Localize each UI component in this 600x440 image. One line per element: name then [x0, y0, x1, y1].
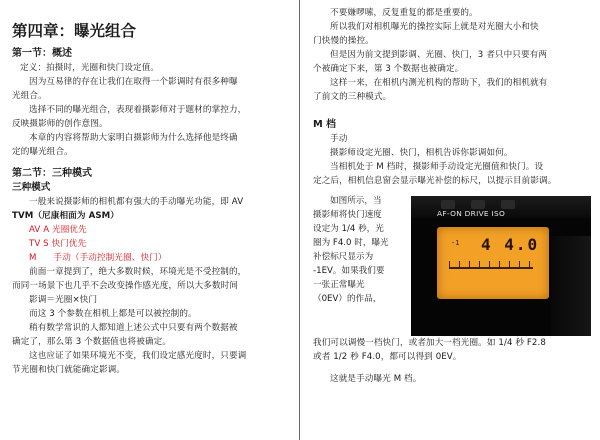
p2-text: 而这 3 个参数在相机上都是可以被控制的。 [29, 309, 197, 319]
mode-tv: TV S 快门优先 [29, 239, 87, 249]
p1-line1: 前面一章提到了，绝大多数时候，环境光是不受控制的， [29, 267, 247, 277]
mode-m [12, 251, 292, 265]
right-r3-line1: 但是因为前文提到影调、光圈、快门，3 者只中只要有两 [330, 50, 548, 60]
photo-caption-line: （0EV）的作品， [313, 294, 382, 304]
para3-line1: 本章的内容将帮助大家明白摄影师为什么选择他是终确 [29, 133, 238, 143]
right-r4-line1: 这样一来，在相机内测光机构的帮助下，我们的相机就有 [330, 78, 548, 88]
definition-text: 定义：拍摄时，光圈和快门设定值。 [20, 63, 160, 73]
photo-caption-line: 设定为 1/4 秒，光 [313, 224, 384, 234]
p4-line2: 节光圈和快门就能确定影调。 [12, 365, 126, 375]
photo-caption-line: 圈为 F4.0 时，曝光 [313, 238, 389, 248]
p3-line1: 稍有数学常识的人都知道上述公式中只要有两个数据被 [29, 323, 238, 333]
m-p2-line2: 定之后，相机信息窗会显示曝光补偿的标尺，以提示目前影调。 [313, 176, 557, 186]
right-r2-line1: 所以我们对相机曝光的操控实际上就是对光圈大小和快 [330, 22, 539, 32]
right-column [313, 0, 591, 386]
m-mode-subtitle: 手动 [330, 134, 348, 144]
p3-line2: 确定了，那么第 3 个数据值也将被确定。 [12, 337, 172, 347]
para2-line2: 反映摄影师的创作意图。 [12, 119, 108, 129]
lcd-panel [437, 227, 549, 299]
photo-caption-line: 补偿标尺显示为 [313, 252, 374, 262]
photo-block [313, 194, 591, 336]
photo-caption-line: 如图所示，当 [330, 196, 382, 206]
photo-caption-line: 摄影师将快门速度 [313, 210, 382, 220]
right-r4-line2: 了前文的三种模式。 [313, 92, 392, 102]
m-p2-line1: 当相机处于 M 档时，摄影师手动设定光圈值和快门。设 [330, 162, 544, 172]
right-r3-line2: 个被确定下来，第 3 个数据也被确定。 [313, 64, 464, 74]
right-r1: 不要嫌啰嗦，反复重复的都是重要的。 [330, 8, 478, 18]
intro-line1: 一般来说摄影师的相机都有强大的手动曝光功能，即 AV [29, 197, 244, 207]
photo-caption-line: -1EV。如果我们要 [313, 266, 385, 276]
mode-m-key: M [29, 253, 37, 263]
para1-line2: 光组合。 [12, 91, 47, 101]
after-photo-line1: 我们可以调慢一档快门，或者加大一档光圈。如 1/4 秒 F2.8 [313, 338, 546, 348]
closing-line: 这就是手动曝光 M 档。 [330, 374, 422, 384]
mode-av: AV A 光圈优先 [29, 225, 87, 235]
column-divider [299, 0, 300, 440]
lcd-ev-hint: -1 [451, 239, 460, 247]
para2-line1: 选择不同的曝光组合，表现着摄影师对于题材的掌控力， [29, 105, 247, 115]
intro-line2: TVM（尼康相面为 ASM） [12, 211, 120, 221]
para1-line1: 因为互易律的存在让我们在取得一个影调时有很多种曝 [29, 77, 238, 87]
right-r2-line2: 门快慢的操控。 [313, 36, 374, 46]
section1-title: 第一节：概述 [12, 48, 72, 59]
mode-m-desc: 手动（手动控制光圈、快门） [53, 253, 167, 263]
lcd-aperture: 4.0 [504, 235, 540, 254]
lcd-shutter: 4 [481, 235, 493, 254]
section2-subtitle: 三种模式 [12, 182, 51, 193]
formula-text: 影调＝光圈×快门 [29, 295, 98, 305]
camera-button-labels: AF-ON DRIVE ISO [437, 209, 506, 218]
para3-line2: 定的曝光组合。 [12, 147, 73, 157]
camera-lcd-photo [411, 196, 591, 336]
chapter-title: 第四章：曝光组合 [12, 22, 137, 40]
after-photo-line2: 或者 1/2 秒 F4.0，都可以得到 0EV。 [313, 352, 462, 362]
lcd-readout [481, 235, 539, 254]
section2-title: 第二节：三种模式 [12, 168, 92, 179]
p4-line1: 这也应证了如果环境光不变，我们设定感光度时，只要调 [29, 351, 247, 361]
photo-caption [313, 194, 411, 306]
m-mode-title: M 档 [313, 119, 336, 130]
photo-caption-line: 一张正常曝光 [313, 280, 365, 290]
m-p1: 摄影师设定光圈、快门，相机告诉你影调如何。 [330, 148, 513, 158]
left-column [12, 0, 292, 377]
lcd-exposure-scale [449, 267, 533, 269]
p1-line2: 而同一场景下也几乎不会改变操作感光度，所以大多数时间 [12, 281, 239, 291]
